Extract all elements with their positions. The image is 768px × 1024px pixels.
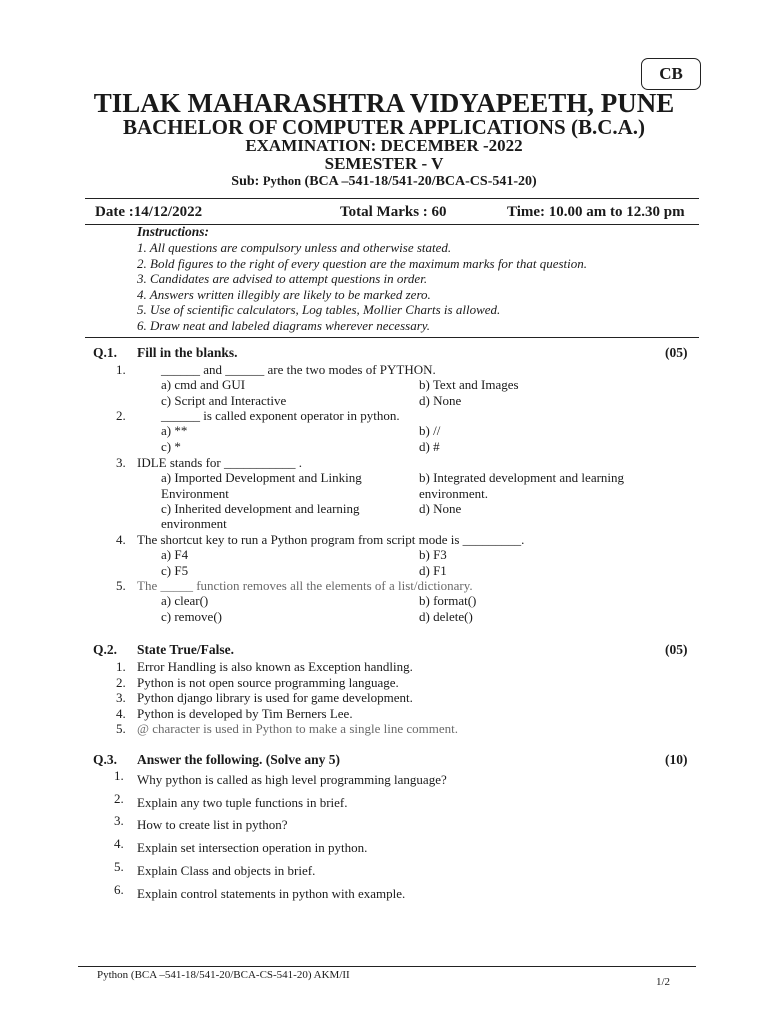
option-a: a) Imported Development and Linking <box>161 470 362 485</box>
option-a: a) cmd and GUI <box>161 377 246 392</box>
item-number: 4. <box>116 706 126 721</box>
total-marks: Total Marks : 60 <box>340 204 447 220</box>
instruction-item: 2. Bold figures to the right of every question are the maximum marks for that question. <box>137 256 588 271</box>
option-d: d) None <box>419 501 462 516</box>
question-title: Answer the following. (Solve any 5) <box>137 752 341 767</box>
question-marks: (10) <box>665 752 688 767</box>
question-title: Fill in the blanks. <box>137 345 238 360</box>
item-text: Explain any two tuple functions in brief. <box>137 795 348 810</box>
item-text: The shortcut key to run a Python program from script mode is _________. <box>137 532 525 547</box>
option-a: a) F4 <box>161 547 189 562</box>
option-b: b) Text and Images <box>419 377 519 392</box>
instruction-item: 5. Use of scientific calculators, Log tables, Mollier Charts is allowed. <box>137 302 501 317</box>
question-number: Q.3. <box>93 752 118 767</box>
item-text: Explain control statements in python with example. <box>137 886 406 901</box>
program-title: BACHELOR OF COMPUTER APPLICATIONS (B.C.A.) <box>122 115 646 139</box>
question-marks: (05) <box>665 642 688 657</box>
item-number: 6. <box>114 882 124 897</box>
item-text: Explain set intersection operation in python. <box>137 840 368 855</box>
question-number: Q.2. <box>93 642 118 657</box>
option-c: c) Script and Interactive <box>161 393 287 408</box>
divider-instructions <box>85 337 699 338</box>
university-title: TILAK MAHARASHTRA VIDYAPEETH, PUNE <box>93 88 675 118</box>
item-text: How to create list in python? <box>137 817 288 832</box>
option-c-cont: environment <box>161 516 227 531</box>
option-a-cont: Environment <box>161 486 229 501</box>
item-number: 2. <box>116 675 126 690</box>
item-text: ______ and ______ are the two modes of PYTHON. <box>161 362 436 377</box>
item-text: The _____ function removes all the elements of a list/dictionary. <box>137 578 473 593</box>
exam-time: Time: 10.00 am to 12.30 pm <box>507 204 685 220</box>
option-b: b) Integrated development and learning <box>419 470 625 485</box>
instruction-item: 4. Answers written illegibly are likely to be marked zero. <box>137 287 431 302</box>
item-text: Python is not open source programming language. <box>137 675 399 690</box>
option-c: c) Inherited development and learning <box>161 501 360 516</box>
option-c: c) * <box>161 439 181 454</box>
item-text: Python is developed by Tim Berners Lee. <box>137 706 353 721</box>
item-number: 5. <box>116 578 126 593</box>
question-title: State True/False. <box>137 642 234 657</box>
footer-divider <box>78 966 696 967</box>
item-text: @ character is used in Python to make a single line comment. <box>137 721 459 736</box>
option-c: c) F5 <box>161 563 189 578</box>
option-d: d) # <box>419 439 440 454</box>
option-b: b) // <box>419 423 441 438</box>
item-number: 4. <box>114 836 124 851</box>
item-number: 3. <box>116 455 126 470</box>
instruction-item: 3. Candidates are advised to attempt questions in order. <box>137 271 428 286</box>
semester-title: SEMESTER - V <box>324 154 444 173</box>
option-b: b) F3 <box>419 547 447 562</box>
exam-title: EXAMINATION: DECEMBER -2022 <box>245 136 523 155</box>
option-b-cont: environment. <box>419 486 488 501</box>
item-number: 2. <box>116 408 126 423</box>
item-number: 5. <box>116 721 126 736</box>
option-a: a) clear() <box>161 593 209 608</box>
exam-date: Date :14/12/2022 <box>95 204 203 220</box>
item-text: Explain Class and objects in brief. <box>137 863 316 878</box>
item-number: 3. <box>116 690 126 705</box>
option-d: d) delete() <box>419 609 473 624</box>
divider-top <box>85 198 699 199</box>
item-number: 1. <box>116 362 126 377</box>
item-text: IDLE stands for ___________ . <box>137 455 303 470</box>
subject-line <box>0 174 768 190</box>
option-d: d) None <box>419 393 462 408</box>
item-number: 2. <box>114 791 124 806</box>
page-number: 1/2 <box>656 976 671 988</box>
item-text: ______ is called exponent operator in python. <box>161 408 400 423</box>
instructions-title: Instructions: <box>137 224 210 239</box>
instruction-item: 6. Draw neat and labeled diagrams wherever necessary. <box>137 318 431 333</box>
item-text: Error Handling is also known as Exception handling. <box>137 659 413 674</box>
question-marks: (05) <box>665 345 688 360</box>
subject-label: Sub: <box>231 174 260 189</box>
question-number: Q.1. <box>93 345 118 360</box>
item-number: 1. <box>116 659 126 674</box>
option-a: a) ** <box>161 423 188 438</box>
footer-text: Python (BCA –541-18/541-20/BCA-CS-541-20) AKM/II <box>97 969 350 981</box>
instruction-item: 1. All questions are compulsory unless and otherwise stated. <box>137 240 452 255</box>
subject-name: Python <box>262 174 302 188</box>
item-text: Python django library is used for game development. <box>137 690 413 705</box>
subject-codes: (BCA –541-18/541-20/BCA-CS-541-20) <box>304 174 537 189</box>
paper-code-badge: CB <box>641 58 701 90</box>
item-number: 1. <box>114 768 124 783</box>
item-number: 4. <box>116 532 126 547</box>
option-d: d) F1 <box>419 563 447 578</box>
option-b: b) format() <box>419 593 477 608</box>
item-text: Why python is called as high level programming language? <box>137 772 447 787</box>
item-number: 5. <box>114 859 124 874</box>
item-number: 3. <box>114 813 124 828</box>
option-c: c) remove() <box>161 609 222 624</box>
